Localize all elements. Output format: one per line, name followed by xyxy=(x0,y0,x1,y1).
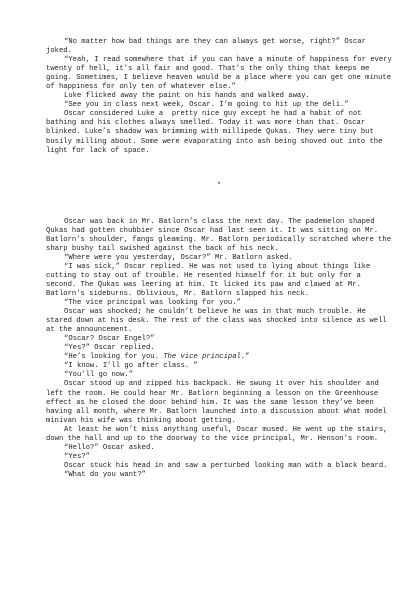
paragraph: “What do you want?” xyxy=(64,470,146,479)
paragraph: “No matter how bad things are they can always get worse, right?” Oscar joked. xyxy=(46,38,371,56)
paragraph: Oscar considered Luke a pretty nice guy except he had a habit of not bathing and his clothes always smelled. Today it was more than that. Oscar blinked. Luke’s shadow was brimming with millipede Qukas. They were tiny but busily milling about. Some were evaporating into ash being shoved out into the light for lack of space. xyxy=(46,110,387,155)
paragraph: “Where were you yesterday, Oscar?” Mr. Batlorn asked. xyxy=(64,253,293,262)
paragraph: Luke flicked away the paint on his hands and walked away. xyxy=(64,92,310,101)
section-1 xyxy=(46,38,397,156)
paragraph: “Hello?” Oscar asked. xyxy=(64,443,155,452)
paragraph-with-italic: “He’s looking for you. The vice principal.” xyxy=(64,353,250,362)
paragraph: Oscar was shocked; he couldn’t believe he was in that much trouble. He stared down at his desk. The rest of the class was shocked into silence as well at the announcement. xyxy=(46,308,392,335)
paragraph: Oscar was back in Mr. Batlorn’s class the next day. The pademelon shaped Qukas had gotten chubbier since Oscar had last seen it. It was sitting on Mr. Batlorn’s shoulder, fangs gleaming. Mr. Batlorn periodically scratched where the sharp bushy tail swished against the back of his neck. xyxy=(46,217,396,253)
paragraph: “Oscar? Oscar Engel?” xyxy=(64,335,155,344)
paragraph: Oscar stood up and zipped his backpack. He swung it over his shoulder and left the room. He could hear Mr. Batlorn beginning a lesson on the Greenhouse effect as he closed the door behind him. It was the same lesson they’ve been having all month, where Mr. Batlorn launched into a discussion about what model minivan his wife was thinking about getting. xyxy=(46,380,392,425)
paragraph: “The vice principal was looking for you.” xyxy=(64,299,241,308)
paragraph: “You’ll go now.” xyxy=(64,371,134,380)
paragraph: “I was sick,” Oscar replied. He was not used to lying about things like cutting to stay out of trouble. He resented himself for it but only for a second. The Qukas was leering at him. It licked its paw and clawed at Mr. Batlorn’s sideburns. Oblivious, Mr. Batlorn slapped his neck. xyxy=(46,262,375,298)
italic-phrase: The vice principal. xyxy=(163,353,246,362)
paragraph: “Yeah, I read somewhere that if you can have a minute of happiness for every twenty of hell, it’s all fair and good. That’s the only thing that keeps me going. Sometimes, I believe heaven would be a place where you can get one minute of happiness for only ten of whatever else.” xyxy=(46,56,397,92)
section-separator: * xyxy=(216,181,222,190)
paragraph: “Yes?” xyxy=(64,452,90,461)
paragraph: “See you in class next week, Oscar. I’m going to hit up the deli.” xyxy=(64,101,349,110)
paragraph: “I know. I’ll go after class. ” xyxy=(64,362,198,371)
paragraph: At least he won’t miss anything useful, Oscar mused. He went up the stairs, down the hall and up to the doorway to the vice principal, Mr. Henson’s room. xyxy=(46,425,392,443)
paragraph: “Yes?” Oscar replied. xyxy=(64,344,155,353)
paragraph: Oscar stuck his head in and saw a perturbed looking man with a black beard. xyxy=(64,461,388,470)
section-2 xyxy=(46,217,396,480)
